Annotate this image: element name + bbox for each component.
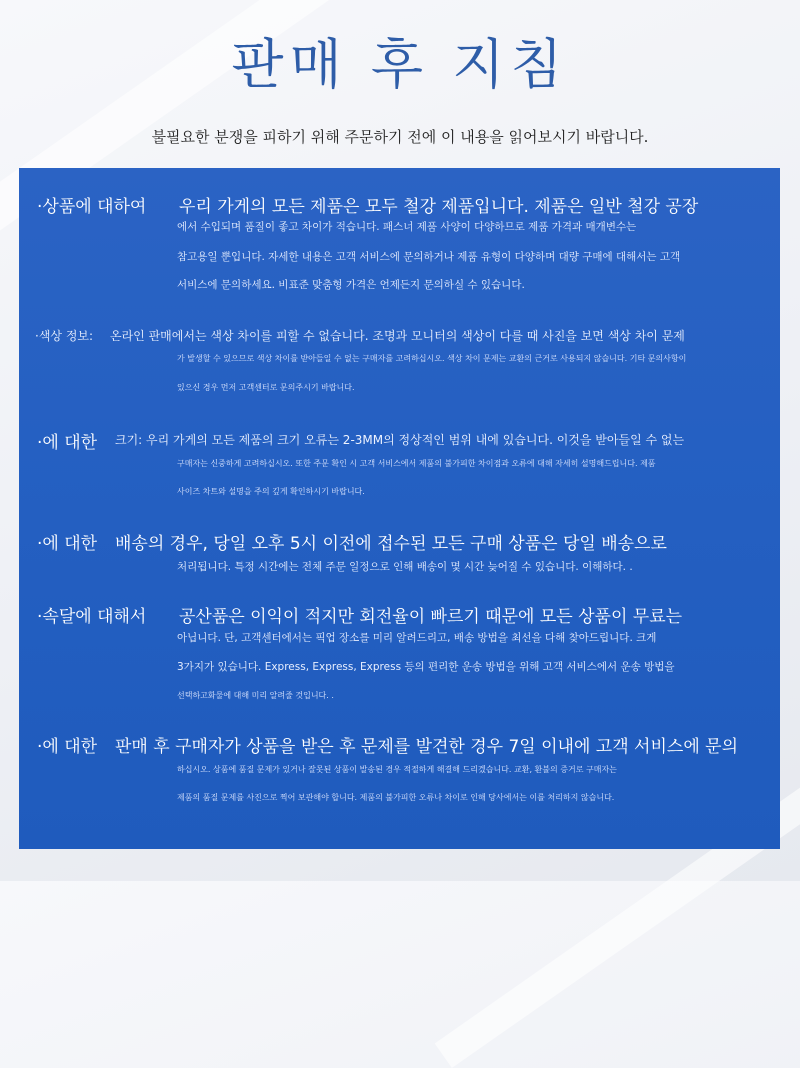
section-label: ·상품에 대하여 [37,197,147,217]
section-label: ·에 대한 [37,433,98,453]
section-text-line: 아닙니다. 단, 고객센터에서는 픽업 장소를 미리 알려드리고, 배송 방법을 최선을 다해 찾아드립니다. 크게 [177,632,657,644]
page-subtitle: 불필요한 분쟁을 피하기 위해 주문하기 전에 이 내용을 읽어보시기 바랍니다. [151,128,649,146]
section-text-line: 선택하고화물에 대해 미리 알려줄 것입니다. . [177,691,334,700]
page-title: 판매 후 지침 [231,33,569,96]
section-headline: 배송의 경우, 당일 오후 5시 이전에 접수된 모든 구매 상품은 당일 배송으로 [115,534,667,554]
section-text-line: 있으신 경우 먼저 고객센터로 문의주시기 바랍니다. [177,383,355,392]
section-headline: 크기: 우리 가게의 모든 제품의 크기 오류는 2-3MM의 정상적인 범위 내에 있습니다. 이것을 받아들일 수 없는 [115,433,685,447]
section-headline: 공산품은 이익이 적지만 회전율이 빠르기 때문에 모든 상품이 무료는 [179,607,683,627]
guidelines-panel [19,168,780,849]
section-text-line: 사이즈 차트와 설명을 주의 깊게 확인하시기 바랍니다. [177,487,365,496]
section-text-line: 참고용일 뿐입니다. 자세한 내용은 고객 서비스에 문의하거나 제품 유형이 다양하며 대량 구매에 대해서는 고객 [177,251,681,263]
section-text-line: 하십시오. 상품에 품질 문제가 있거나 잘못된 상품이 발송된 경우 적절하게 해결해 드리겠습니다. 교환, 환불의 증거로 구매자는 [177,765,617,774]
section-label: ·에 대한 [37,534,98,554]
section-label: ·에 대한 [37,737,98,757]
section-text-line: 가 발생할 수 있으므로 색상 차이를 받아들일 수 없는 구매자를 고려하십시오. 색상 차이 문제는 교환의 근거로 사용되지 않습니다. 기타 문의사항이 [177,354,687,363]
section-text-line: 3가지가 있습니다. Express, Express, Express 등의 편리한 운송 방법을 위해 고객 서비스에서 운송 방법을 [177,661,675,673]
section-label: ·색상 정보: [35,329,94,343]
section-headline: 우리 가게의 모든 제품은 모두 철강 제품입니다. 제품은 일반 철강 공장 [179,197,699,217]
section-text-line: 구매자는 신중하게 고려하십시오. 또한 주문 확인 시 고객 서비스에서 제품의 불가피한 차이점과 오류에 대해 자세히 설명해드립니다. 제품 [177,459,656,468]
section-text-line: 제품의 품질 문제를 사진으로 찍어 보관해야 합니다. 제품의 불가피한 오류나 차이로 인해 당사에서는 이를 처리하지 않습니다. [177,793,615,802]
section-headline: 온라인 판매에서는 색상 차이를 피할 수 없습니다. 조명과 모니터의 색상이 다를 때 사진을 보면 색상 차이 문제 [110,329,685,343]
section-text-line: 처리됩니다. 특정 시간에는 전체 주문 일정으로 인해 배송이 몇 시간 늦어질 수 있습니다. 이해하다. . [177,561,633,573]
section-label: ·속달에 대해서 [37,607,147,627]
section-text-line: 에서 수입되며 품질이 좋고 차이가 적습니다. 패스너 제품 사양이 다양하므로 제품 가격과 매개변수는 [177,221,637,233]
section-headline: 판매 후 구매자가 상품을 받은 후 문제를 발견한 경우 7일 이내에 고객 서비스에 문의 [115,737,738,757]
section-text-line: 서비스에 문의하세요. 비표준 맞춤형 가격은 언제든지 문의하실 수 있습니다. [177,279,525,291]
